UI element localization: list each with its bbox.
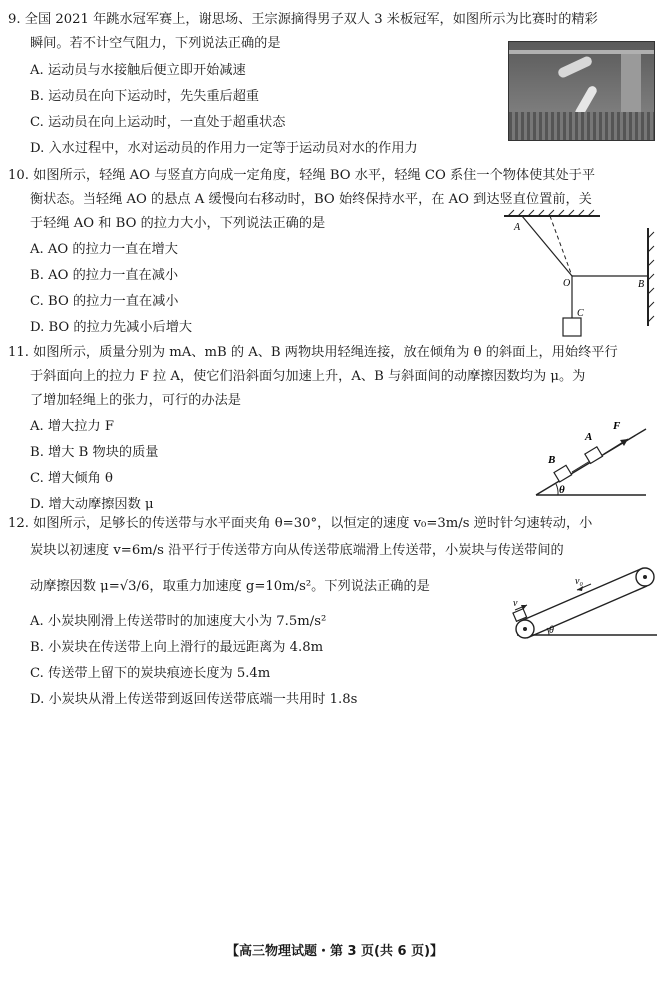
q11-option-b: B. 增大 B 物块的质量 <box>30 445 159 460</box>
q12-option-c: C. 传送带上留下的炭块痕迹长度为 5.4m <box>30 666 271 681</box>
q10-stem-line2: 衡状态。当轻绳 AO 的悬点 A 缓慢向右移动时，BO 始终保持水平，在 AO 到达竖直位置前，关 <box>30 192 592 207</box>
q9-option-d: D. 入水过程中，水对运动员的作用力一定等于运动员对水的作用力 <box>30 141 418 156</box>
label-theta: θ <box>549 625 554 636</box>
q12-option-b: B. 小炭块在传送带上向上滑行的最远距离为 4.8m <box>30 640 324 655</box>
label-v: v <box>513 598 518 609</box>
q12-stem-line1: 12. 如图所示，足够长的传送带与水平面夹角 θ=30°，以恒定的速度 v₀=3m/s 逆时针匀速转动，小 <box>8 516 593 531</box>
q11-stem-line1: 11. 如图所示，质量分别为 mA、mB 的 A、B 两物块用轻绳连接，放在倾角为 θ 的斜面上，用始终平行 <box>8 345 618 360</box>
block-a <box>585 447 603 464</box>
q10-option-c: C. BO 的拉力一直在减小 <box>30 294 179 309</box>
label-v0: v₀ <box>575 576 583 587</box>
q10-stem-line3: 于轻绳 AO 和 BO 的拉力大小，下列说法正确的是 <box>30 216 326 231</box>
q11-stem-line3: 了增加轻绳上的张力，可行的办法是 <box>30 393 241 408</box>
label-b: B <box>638 279 645 290</box>
diving-photo <box>508 41 655 141</box>
page-footer: 【高三物理试题・第 3 页(共 6 页)】 <box>225 944 444 959</box>
q10-option-b: B. AO 的拉力一直在减小 <box>30 268 179 283</box>
q9-stem-line2: 瞬间。若不计空气阻力，下列说法正确的是 <box>30 36 281 51</box>
rope-ao-dashed <box>550 216 572 276</box>
belt-top <box>523 568 643 620</box>
q9-stem-line1: 9. 全国 2021 年跳水冠军赛上，谢思场、王宗源摘得男子双人 3 米板冠军，如图所示为比赛时的精彩 <box>8 12 598 27</box>
incline-blocks-diagram <box>528 415 658 503</box>
block-b <box>554 465 572 482</box>
q12-option-d: D. 小炭块从滑上传送带到返回传送带底端一共用时 1.8s <box>30 692 358 707</box>
connecting-rope <box>572 461 590 472</box>
q11-stem-line2: 于斜面向上的拉力 F 拉 A，使它们沿斜面匀加速上升，A、B 与斜面间的动摩擦因数均为 μ。为 <box>30 369 586 384</box>
label-c: C <box>577 308 584 319</box>
q12-stem-line3: 动摩擦因数 μ=√3/6，取重力加速度 g=10m/s²。下列说法正确的是 <box>30 579 430 594</box>
label-o: O <box>563 278 571 289</box>
q10-option-d: D. BO 的拉力先减小后增大 <box>30 320 193 335</box>
q9-option-c: C. 运动员在向上运动时，一直处于超重状态 <box>30 115 286 130</box>
q11-option-a: A. 增大拉力 F <box>30 419 114 434</box>
label-a: A <box>585 431 593 443</box>
label-b: B <box>548 454 556 466</box>
q10-option-a: A. AO 的拉力一直在增大 <box>30 242 178 257</box>
q11-option-c: C. 增大倾角 θ <box>30 471 113 486</box>
rope-equilibrium-diagram <box>500 208 660 343</box>
q9-option-b: B. 运动员在向下运动时，先失重后超重 <box>30 89 260 104</box>
label-f: F <box>613 420 621 432</box>
theta-arc <box>556 484 558 495</box>
q12-option-a: A. 小炭块刚滑上传送带时的加速度大小为 7.5m/s² <box>30 614 327 629</box>
rope-ao <box>522 216 572 276</box>
conveyor-belt-diagram <box>505 562 660 647</box>
label-a: A <box>514 222 521 233</box>
label-theta: θ <box>559 484 565 496</box>
q10-stem-line1: 10. 如图所示，轻绳 AO 与竖直方向成一定角度，轻绳 BO 水平，轻绳 CO 系住一个物体使其处于平 <box>8 168 596 183</box>
belt-bottom <box>527 586 647 638</box>
q11-option-d: D. 增大动摩擦因数 μ <box>30 497 154 512</box>
q9-option-a: A. 运动员与水接触后便立即开始减速 <box>30 63 246 78</box>
q12-stem-line2: 炭块以初速度 v=6m/s 沿平行于传送带方向从传送带底端滑上传送带，小炭块与传送带间的 <box>30 543 564 558</box>
hanging-block <box>563 318 581 336</box>
arrow-head <box>620 439 628 446</box>
